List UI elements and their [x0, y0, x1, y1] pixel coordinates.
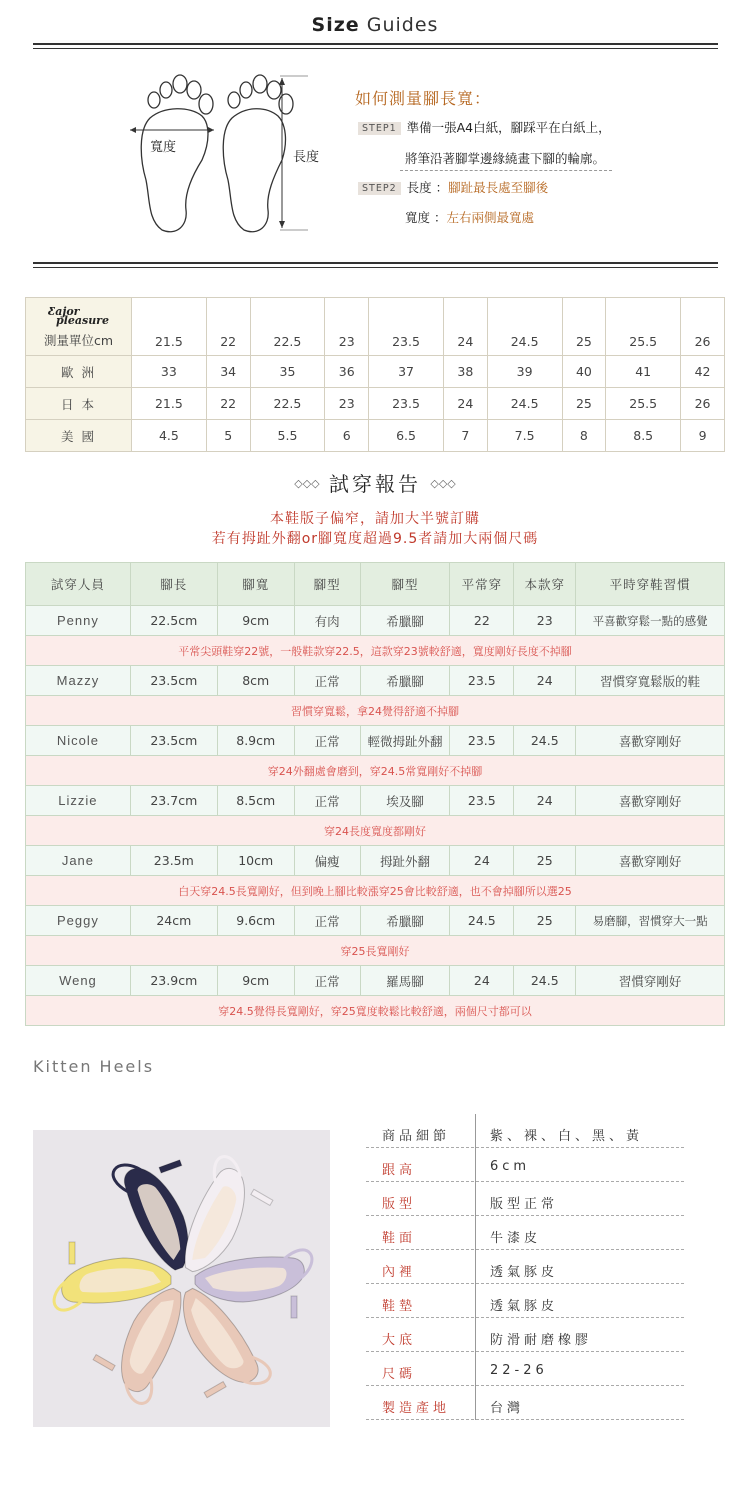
- spec-row: [366, 1318, 684, 1352]
- title-light: Guides: [366, 14, 439, 36]
- size-cell: 25: [562, 298, 606, 356]
- tester-usual: 24.5: [450, 906, 514, 936]
- logo-line1: Ƹajor: [48, 305, 80, 318]
- size-cell: 21.5: [132, 388, 207, 420]
- spec-label: 大底: [382, 1333, 417, 1348]
- tester-row: [26, 666, 725, 696]
- tester-build: 正常: [294, 906, 360, 936]
- report-title: [0, 468, 750, 497]
- step1-line1: [358, 118, 611, 136]
- step2-width: [405, 208, 534, 226]
- size-cell: 39: [487, 356, 562, 388]
- size-cell: 22: [206, 298, 250, 356]
- report-note-2: 若有拇趾外翻or腳寬度超過9.5者請加大兩個尺碼: [211, 531, 539, 547]
- spec-row: [366, 1250, 684, 1284]
- width-label: 寬度: [150, 140, 177, 155]
- fit-header-cell: 腳型: [294, 563, 360, 606]
- size-cell: 40: [562, 356, 606, 388]
- tester-length: 23.9cm: [130, 966, 217, 996]
- tester-shape: 希臘腳: [360, 666, 450, 696]
- fit-header-cell: 腳型: [360, 563, 450, 606]
- fit-header-cell: 平時穿鞋習慣: [576, 563, 725, 606]
- size-cell: 8.5: [606, 420, 681, 452]
- tester-habit: 易磨腳，習慣穿大一點: [576, 906, 725, 936]
- spec-value: 版型正常: [490, 1197, 559, 1212]
- tester-usual: 23.5: [450, 726, 514, 756]
- tester-row: [26, 786, 725, 816]
- tester-width: 8.5cm: [217, 786, 294, 816]
- top-divider: [33, 43, 718, 49]
- spec-row: [366, 1114, 684, 1148]
- tester-shape: 拇趾外翻: [360, 846, 450, 876]
- fit-header-cell: 平常穿: [450, 563, 514, 606]
- tester-row: [26, 606, 725, 636]
- size-cell: 23.5: [369, 388, 444, 420]
- measure-title: 如何測量腳長寬：: [355, 89, 492, 108]
- tester-usual: 22: [450, 606, 514, 636]
- tester-this: 23: [514, 606, 576, 636]
- tester-shape: 羅馬腳: [360, 966, 450, 996]
- spec-value: 6cm: [490, 1159, 531, 1174]
- step1-tag: STEP1: [358, 122, 401, 135]
- size-cell: 23: [325, 388, 369, 420]
- brand-logo: [48, 306, 109, 326]
- size-cell: 42: [681, 356, 725, 388]
- spec-row: [366, 1284, 684, 1318]
- spec-label: 尺碼: [382, 1367, 417, 1382]
- fit-header-cell: 試穿人員: [26, 563, 131, 606]
- tester-habit: 喜歡穿剛好: [576, 726, 725, 756]
- size-cell: 21.5: [132, 298, 207, 356]
- size-cell: 22: [206, 388, 250, 420]
- tester-name: Mazzy: [26, 666, 131, 696]
- size-cell: 35: [250, 356, 325, 388]
- tester-build: 正常: [294, 786, 360, 816]
- spec-row: [366, 1148, 684, 1182]
- size-cell: 34: [206, 356, 250, 388]
- tester-width: 8cm: [217, 666, 294, 696]
- tester-usual: 24: [450, 966, 514, 996]
- size-cell: 25: [562, 388, 606, 420]
- spec-label: 鞋墊: [382, 1299, 417, 1314]
- tester-name: Weng: [26, 966, 131, 996]
- tester-usual: 23.5: [450, 786, 514, 816]
- spec-list: [366, 1114, 684, 1420]
- length-label: 長度: [293, 150, 320, 165]
- report-dots-right: ◇◇◇: [430, 477, 456, 490]
- logo-line2: pleasure: [56, 314, 109, 327]
- tester-shape: 希臘腳: [360, 606, 450, 636]
- tester-usual: 23.5: [450, 666, 514, 696]
- spec-label: 商品細節: [382, 1129, 451, 1144]
- report-note-1: 本鞋版子偏窄，請加大半號訂購: [270, 511, 480, 527]
- size-cell: 25.5: [606, 298, 681, 356]
- tester-name: Nicole: [26, 726, 131, 756]
- spec-row: [366, 1216, 684, 1250]
- tester-build: 正常: [294, 666, 360, 696]
- tester-shape: 輕微拇趾外翻: [360, 726, 450, 756]
- product-name: Kitten Heels: [33, 1057, 155, 1076]
- size-cell: 5.5: [250, 420, 325, 452]
- step1-text: 準備一張A4白紙，腳踩平在白紙上，: [406, 120, 611, 135]
- size-cell: 9: [681, 420, 725, 452]
- tester-this: 24: [514, 786, 576, 816]
- step2-width-label: 寬度 ：: [405, 210, 447, 225]
- spec-row: [366, 1352, 684, 1386]
- foot-diagram: [110, 70, 340, 240]
- fit-header-cell: 腳長: [130, 563, 217, 606]
- tester-length: 24cm: [130, 906, 217, 936]
- spec-value: 牛漆皮: [490, 1231, 542, 1246]
- size-table: [25, 297, 725, 452]
- spec-label: 跟高: [382, 1163, 417, 1178]
- tester-length: 22.5cm: [130, 606, 217, 636]
- spec-row: [366, 1386, 684, 1420]
- tester-row: [26, 906, 725, 936]
- step2-length: [358, 178, 548, 196]
- tester-build: 有肉: [294, 606, 360, 636]
- tester-usual: 24: [450, 846, 514, 876]
- size-cell: 7: [443, 420, 487, 452]
- size-row-label: 日 本: [26, 388, 132, 420]
- tester-comment: 穿24長度寬度都剛好: [26, 816, 725, 846]
- size-cell: 5: [206, 420, 250, 452]
- size-cell: 22.5: [250, 388, 325, 420]
- size-cell: 6.5: [369, 420, 444, 452]
- tester-comment: 白天穿24.5長寬剛好，但到晚上腳比較漲穿25會比較舒適，也不會掉腳所以選25: [26, 876, 725, 906]
- size-cell: 41: [606, 356, 681, 388]
- spec-value: 22-26: [490, 1363, 548, 1378]
- report-dots-left: ◇◇◇: [294, 477, 320, 490]
- tester-comment-row: [26, 996, 725, 1026]
- step-divider: [400, 170, 612, 171]
- tester-comment: 穿24.5覺得長寬剛好，穿25寬度較鬆比較舒適，兩個尺寸都可以: [26, 996, 725, 1026]
- tester-length: 23.7cm: [130, 786, 217, 816]
- tester-shape: 希臘腳: [360, 906, 450, 936]
- shoes-image: [33, 1130, 330, 1427]
- tester-name: Peggy: [26, 906, 131, 936]
- tester-comment: 平常尖頭鞋穿22號，一般鞋款穿22.5，這款穿23號較舒適，寬度剛好長度不掉腳: [26, 636, 725, 666]
- size-row-label: [26, 298, 132, 356]
- tester-comment-row: [26, 876, 725, 906]
- tester-width: 8.9cm: [217, 726, 294, 756]
- middle-divider: [33, 262, 718, 268]
- tester-this: 24: [514, 666, 576, 696]
- fit-header-cell: 腳寬: [217, 563, 294, 606]
- step2-width-value: 左右兩側最寬處: [446, 210, 534, 225]
- tester-habit: 喜歡穿剛好: [576, 786, 725, 816]
- size-cell: 24.5: [487, 298, 562, 356]
- tester-width: 10cm: [217, 846, 294, 876]
- size-cell: 24: [443, 298, 487, 356]
- size-unit-label: 測量單位cm: [43, 333, 114, 348]
- size-row: [26, 420, 725, 452]
- spec-label: 版型: [382, 1197, 417, 1212]
- fit-report-table: [25, 562, 725, 1026]
- tester-comment: 穿25長寬剛好: [26, 936, 725, 966]
- title-bold: Size: [311, 14, 360, 36]
- tester-this: 24.5: [514, 726, 576, 756]
- size-cell: 37: [369, 356, 444, 388]
- tester-this: 25: [514, 846, 576, 876]
- tester-comment: 穿24外翻處會磨到，穿24.5常寬剛好不掉腳: [26, 756, 725, 786]
- step2-tag: STEP2: [358, 182, 401, 195]
- size-cell: 33: [132, 356, 207, 388]
- tester-habit: 喜歡穿剛好: [576, 846, 725, 876]
- size-cell: 24.5: [487, 388, 562, 420]
- tester-length: 23.5cm: [130, 726, 217, 756]
- tester-row: [26, 966, 725, 996]
- size-cell: 7.5: [487, 420, 562, 452]
- tester-length: 23.5cm: [130, 666, 217, 696]
- tester-comment-row: [26, 816, 725, 846]
- spec-value: 透氣豚皮: [490, 1299, 559, 1314]
- tester-this: 25: [514, 906, 576, 936]
- size-row-label: 歐 洲: [26, 356, 132, 388]
- report-title-text: 試穿報告: [329, 472, 421, 496]
- tester-comment-row: [26, 756, 725, 786]
- tester-name: Jane: [26, 846, 131, 876]
- step2-length-value: 腳趾最長處至腳後: [448, 180, 549, 195]
- size-cell: 4.5: [132, 420, 207, 452]
- tester-habit: 習慣穿寬鬆版的鞋: [576, 666, 725, 696]
- size-cell: 23: [325, 298, 369, 356]
- size-row-label: 美 國: [26, 420, 132, 452]
- step1-line2: 將筆沿著腳掌邊緣繞畫下腳的輪廓。: [405, 151, 606, 166]
- spec-value: 台灣: [490, 1401, 525, 1416]
- size-cell: 6: [325, 420, 369, 452]
- fit-header-row: [26, 563, 725, 606]
- size-cell: 22.5: [250, 298, 325, 356]
- tester-comment-row: [26, 636, 725, 666]
- tester-shape: 埃及腳: [360, 786, 450, 816]
- spec-value: 紫、裸、白、黑、黃: [490, 1129, 644, 1144]
- size-cell: 23.5: [369, 298, 444, 356]
- tester-comment-row: [26, 696, 725, 726]
- product-photo: [33, 1130, 330, 1427]
- tester-build: 偏瘦: [294, 846, 360, 876]
- spec-value: 透氣豚皮: [490, 1265, 559, 1280]
- page-title: [0, 14, 750, 36]
- tester-name: Lizzie: [26, 786, 131, 816]
- step2-length-label: 長度 ：: [406, 180, 449, 195]
- tester-width: 9.6cm: [217, 906, 294, 936]
- tester-this: 24.5: [514, 966, 576, 996]
- spec-label: 鞋面: [382, 1231, 417, 1246]
- size-row: [26, 388, 725, 420]
- tester-name: Penny: [26, 606, 131, 636]
- size-cell: 24: [443, 388, 487, 420]
- tester-build: 正常: [294, 726, 360, 756]
- tester-habit: 平喜歡穿鬆一點的感覺: [576, 606, 725, 636]
- tester-width: 9cm: [217, 606, 294, 636]
- tester-width: 9cm: [217, 966, 294, 996]
- size-cell: 25.5: [606, 388, 681, 420]
- size-cell: 26: [681, 388, 725, 420]
- fit-header-cell: 本款穿: [514, 563, 576, 606]
- size-cell: 8: [562, 420, 606, 452]
- size-row: [26, 356, 725, 388]
- spec-label: 內裡: [382, 1265, 417, 1280]
- tester-row: [26, 726, 725, 756]
- spec-label: 製造產地: [382, 1401, 451, 1416]
- size-cell: 38: [443, 356, 487, 388]
- spec-row: [366, 1182, 684, 1216]
- tester-build: 正常: [294, 966, 360, 996]
- tester-comment: 習慣穿寬鬆，拿24覺得舒適不掉腳: [26, 696, 725, 726]
- tester-length: 23.5m: [130, 846, 217, 876]
- tester-row: [26, 846, 725, 876]
- size-row: [26, 298, 725, 356]
- size-cell: 36: [325, 356, 369, 388]
- spec-value: 防滑耐磨橡膠: [490, 1333, 593, 1348]
- tester-habit: 習慣穿剛好: [576, 966, 725, 996]
- tester-comment-row: [26, 936, 725, 966]
- size-cell: 26: [681, 298, 725, 356]
